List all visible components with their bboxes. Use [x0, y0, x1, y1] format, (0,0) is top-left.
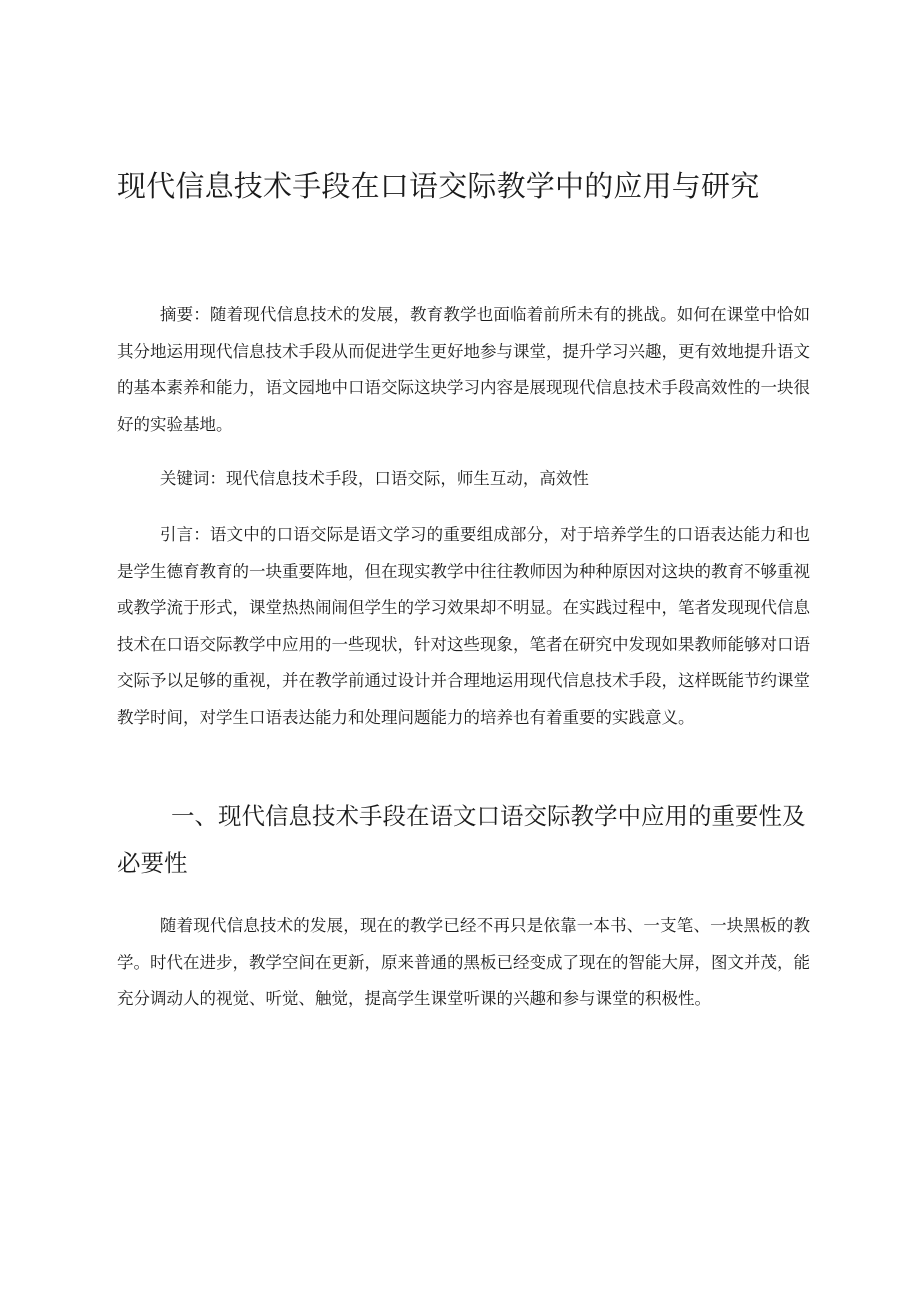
introduction-paragraph: 引言：语文中的口语交际是语文学习的重要组成部分，对于培养学生的口语表达能力和也是学生德育教育的一块重要阵地，但在现实教学中往往教师因为种种原因对这块的教育不够重视或教学流于形式，课堂热热闹闹但学生的学习效果却不明显。在实践过程中，笔者发现现代信息技术在口语交际教学中应用的一些现状，针对这些现象，笔者在研究中发现如果教师能够对口语交际予以足够的重视，并在教学前通过设计并合理地运用现代信息技术手段，这样既能节约课堂教学时间，对学生口语表达能力和处理问题能力的培养也有着重要的实践意义。 — [117, 525, 810, 727]
abstract-paragraph: 摘要：随着现代信息技术的发展，教育教学也面临着前所未有的挑战。如何在课堂中恰如其分地运用现代信息技术手段从而促进学生更好地参与课堂，提升学习兴趣，更有效地提升语文的基本素养和能力，语文园地中口语交际这块学习内容是展现现代信息技术手段高效性的一块很好的实验基地。 — [117, 305, 810, 434]
section-body-paragraph: 随着现代信息技术的发展，现在的教学已经不再只是依靠一本书、一支笔、一块黑板的教学。时代在进步，教学空间在更新，原来普通的黑板已经变成了现在的智能大屏，图文并茂，能充分调动人的视觉、听觉、触觉，提高学生课堂听课的兴趣和参与课堂的积极性。 — [117, 916, 810, 1008]
document-title: 现代信息技术手段在口语交际教学中的应用与研究 — [117, 169, 760, 203]
section-heading: 一、现代信息技术手段在语文口语交际教学中应用的重要性及必要性 — [117, 802, 806, 877]
keywords-paragraph: 关键词：现代信息技术手段，口语交际，师生互动，高效性 — [159, 469, 589, 488]
